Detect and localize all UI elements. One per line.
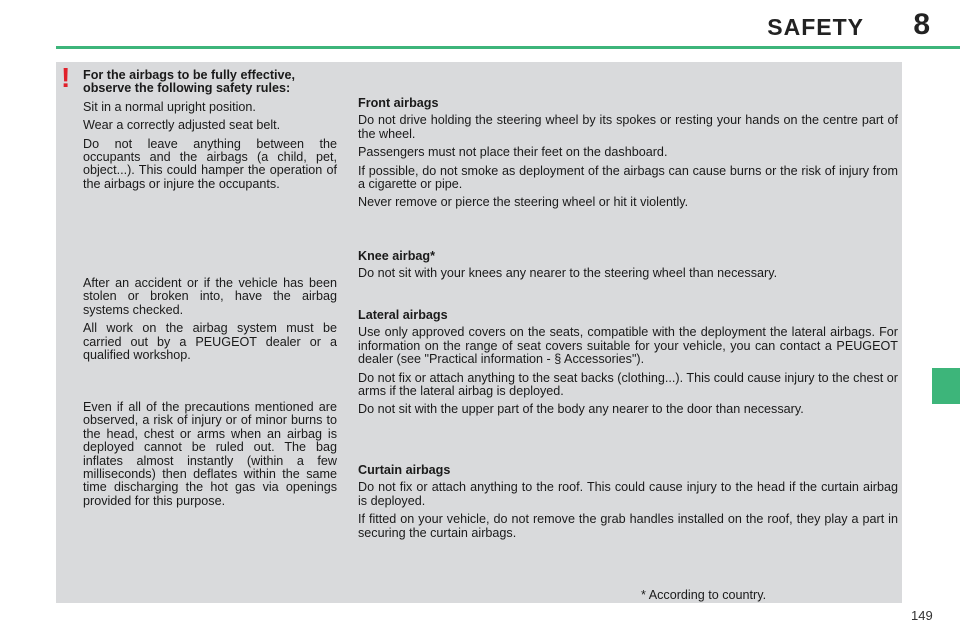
after-accident-text: All work on the airbag system must be carried out by a PEUGEOT dealer or a qualified workshop. (83, 321, 337, 363)
curtain-airbags-text: If fitted on your vehicle, do not remove the grab handles installed on the roof, they play a part in securing the curtain airbags. (358, 512, 898, 540)
header-rule (56, 46, 960, 49)
front-airbags-text: Passengers must not place their feet on the dashboard. (358, 145, 668, 160)
section-title: SAFETY (767, 14, 864, 40)
after-accident-block (83, 277, 337, 367)
front-airbags-title: Front airbags (358, 96, 439, 110)
safety-rules-heading: For the airbags to be fully effective, observe the following safety rules: (83, 68, 296, 96)
lateral-airbags-text: Do not fix or attach anything to the seat backs (clothing...). This could cause injury to the chest or arms if the lateral airbag is deployed. (358, 370, 898, 399)
knee-airbag-section (358, 250, 898, 286)
safety-rule: Do not leave anything between the occupants and the airbags (a child, pet, object...). This could hamper the operation of the airbags or injure the occupants. (83, 136, 337, 191)
lateral-airbags-section (358, 309, 898, 422)
front-airbags-section (358, 97, 898, 215)
front-airbags-text: Do not drive holding the steering wheel by its spokes or resting your hands on the centre part of the wheel. (358, 113, 898, 141)
curtain-airbags-section (358, 464, 898, 545)
after-accident-text: After an accident or if the vehicle has been stolen or broken into, have the airbag systems checked. (83, 276, 337, 317)
footnote: * According to country. (641, 588, 767, 602)
chapter-side-tab (932, 368, 960, 404)
lateral-airbags-text: Do not sit with the upper part of the body any nearer to the door than necessary. (358, 402, 804, 417)
front-airbags-text: If possible, do not smoke as deployment of the airbags can cause burns or the risk of injury from a cigarette or pipe. (358, 163, 898, 192)
knee-airbag-text: Do not sit with your knees any nearer to the steering wheel than necessary. (358, 266, 778, 281)
safety-rules-block (83, 69, 337, 196)
curtain-airbags-text: Do not fix or attach anything to the roof. This could cause injury to the head if the curtain airbag is deployed. (358, 480, 898, 508)
page-number: 149 (911, 608, 933, 623)
chapter-number: 8 (913, 8, 930, 41)
lateral-airbags-title: Lateral airbags (358, 308, 448, 322)
precautions-text: Even if all of the precautions mentioned are observed, a risk of injury or of minor burns to the head, chest or arms when an airbag is deployed cannot be ruled out. The bag inflates almost instantly (within a few milliseconds) then deflates within the same time discharging the hot gas via openings provided for this purpose. (83, 400, 337, 508)
precautions-block (83, 401, 337, 513)
knee-airbag-title: Knee airbag* (358, 249, 435, 263)
front-airbags-text: Never remove or pierce the steering wheel or hit it violently. (358, 195, 689, 210)
lateral-airbags-text: Use only approved covers on the seats, compatible with the deployment the lateral airbags. For information on the range of seat covers suitable for your vehicle, you can contact a PEUGEOT dealer (see "Practical information - § Accessories"). (358, 325, 898, 367)
safety-rule: Sit in a normal upright position. (83, 99, 256, 114)
curtain-airbags-title: Curtain airbags (358, 463, 451, 477)
exclamation-warning-icon: ! (61, 62, 71, 93)
safety-rule: Wear a correctly adjusted seat belt. (83, 118, 281, 133)
